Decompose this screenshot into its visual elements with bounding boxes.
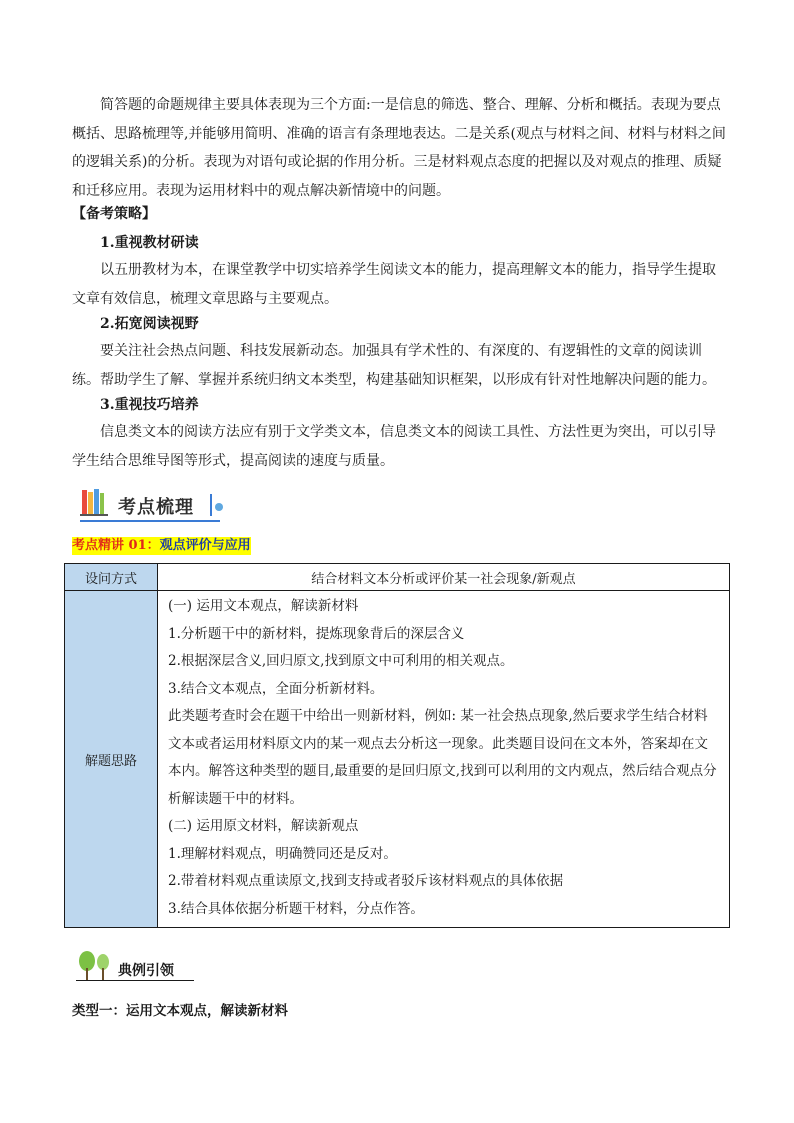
example-banner-underline	[76, 980, 194, 981]
table-line: (二) 运用原文材料，解读新观点	[168, 818, 359, 834]
topic-prefix: 考点精讲 01：	[72, 538, 160, 553]
table-line: 1.分析题干中的新材料，提炼现象背后的深层含义	[168, 625, 465, 642]
banner-bar	[210, 494, 212, 516]
table-side-label: 解题思路	[65, 591, 158, 928]
table-header-row	[65, 564, 730, 591]
table-header-right: 结合材料文本分析或评价某一社会现象/新观点	[158, 564, 730, 591]
table-line: 2.根据深层含义,回归原文,找到原文中可利用的相关观点。	[168, 653, 514, 669]
table-line: 此类题考查时会在题干中给出一则新材料，例如: 某一社会热点现象,然后要求学生结合材料文本或者运用材料原文内的某一观点去分析这一现象。此类题目设问在文本外，答案却在文本内。解答这种类型的题目,最重要的是回归原文,找到可以利用的文内观点，然后结合观点分析解读题干中的材料。	[168, 708, 717, 807]
strategy-item-3-text: 信息类文本的阅读方法应有别于文学类文本，信息类文本的阅读工具性、方法性更为突出，可以引导学生结合思维导图等形式，提高阅读的速度与质量。	[72, 424, 716, 469]
section-banner-title: 考点梳理	[118, 497, 194, 518]
strategy-item-2-text: 要关注社会热点问题、科技发展新动态。加强具有学术性的、有深度的、有逻辑性的文章的阅读训练。帮助学生了解、掌握并系统归纳文本类型，构建基础知识框架，以形成有针对性地解决问题的能力。	[72, 343, 716, 388]
strategy-item-1-title: 1.重视教材研读	[100, 235, 199, 251]
method-table	[64, 563, 730, 928]
table-line: 1.理解材料观点，明确赞同还是反对。	[168, 845, 397, 862]
banner-dot	[215, 503, 223, 511]
table-line: 2.带着材料观点重读原文,找到支持或者驳斥该材料观点的具体依据	[168, 873, 564, 889]
table-line: (一) 运用文本观点，解读新材料	[168, 598, 359, 614]
tree-icon	[76, 950, 116, 982]
books-icon	[80, 487, 112, 517]
table-line: 3.结合具体依据分析题干材料，分点作答。	[168, 900, 424, 917]
topic-title	[72, 537, 251, 555]
strategy-item-2-title: 2.拓宽阅读视野	[100, 316, 199, 332]
table-body-row	[65, 591, 730, 928]
strategy-item-1-text: 以五册教材为本，在课堂教学中切实培养学生阅读文本的能力，提高理解文本的能力，指导学生提取文章有效信息，梳理文章思路与主要观点。	[72, 262, 716, 307]
type-one-heading: 类型一：运用文本观点，解读新材料	[72, 1003, 288, 1019]
strategy-item-3-title: 3.重视技巧培养	[100, 397, 199, 413]
banner-underline	[80, 520, 220, 522]
table-content	[158, 591, 730, 928]
strategy-heading: 【备考策略】	[72, 206, 156, 222]
table-header-left: 设问方式	[65, 564, 158, 591]
topic-name: 观点评价与应用	[159, 538, 251, 553]
intro-paragraph: 简答题的命题规律主要具体表现为三个方面:一是信息的筛选、整合、理解、分析和概括。表现为要点概括、思路梳理等,并能够用简明、准确的语言有条理地表达。二是关系(观点与材料之间、材料与材料之间的逻辑关系)的分析。表现为对语句或论据的作用分析。三是材料观点态度的把握以及对观点的推理、质疑和迁移应用。表现为运用材料中的观点解决新情境中的问题。	[72, 97, 726, 199]
example-banner-title: 典例引领	[118, 963, 174, 979]
table-line: 3.结合文本观点，全面分析新材料。	[168, 680, 384, 697]
